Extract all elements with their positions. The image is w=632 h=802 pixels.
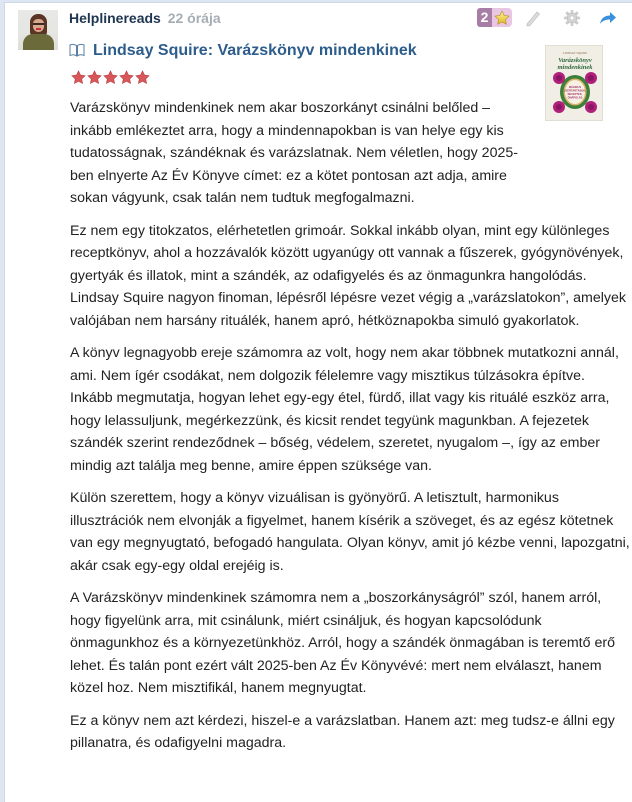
share-button[interactable] [598,8,618,28]
author-link[interactable]: Helplinereads [69,10,161,26]
open-book-icon [69,43,85,57]
pencil-icon [524,9,542,27]
svg-text:MÁGIKUS: MÁGIKUS [568,86,582,89]
edit-button[interactable] [523,8,543,28]
svg-text:RECEPTEK,: RECEPTEK, [567,93,583,96]
star-icon [135,70,150,85]
share-arrow-icon [599,11,617,25]
svg-text:LINDSAY SQUIRE: LINDSAY SQUIRE [562,51,588,55]
svg-text:ÖNÁPOLÁS: ÖNÁPOLÁS [567,96,583,100]
book-title-link[interactable]: Lindsay Squire: Varázskönyv mindenkinek [93,42,417,59]
star-icon [71,70,86,85]
post-header [69,9,221,27]
review-body [70,97,630,765]
star-icon [87,70,102,85]
favorite-button[interactable] [492,8,512,27]
book-title-line [69,41,417,61]
avatar-face [33,19,44,32]
user-avatar[interactable] [18,10,58,50]
avatar-lips [36,28,41,30]
settings-button[interactable] [562,8,582,28]
svg-text:SZERTARTÁSOK,: SZERTARTÁSOK, [564,89,586,93]
review-paragraph: Külön szerettem, hogy a könyv vizuálisan is gyönyörű. A letisztult, harmonikus illusztrációk nem elvonják a figyelmet, hanem kísérik a szöveget, és az egész kötetnek van egy megnyugtató, befogadó hangulata. Olyan könyv, amit jó kézbe venni, lapozgatni, akár csak egy-egy oldal erejéig is. [70,490,630,574]
review-paragraph: Ez nem egy titokzatos, elérhetetlen grimoár. Sokkal inkább olyan, mint egy különleges receptkönyv, ahol a hozzávalók között ugyanúgy ott vannak a fűszerek, gyógynövények, gyertyák és illatok, mint a szándék, az odafigyelés és az önmagunkra hangolódás. Lindsay Squire nagyon finoman, lépésről lépésre vezet végig a „varázslatokon”, amelyek valójában nem harsány rituálék, hanem apró, hétköznapokba simuló gyakorlatok. [70,222,626,329]
avatar-sweater [23,34,54,50]
review-paragraph: Varázskönyv mindenkinek nem akar boszorkányt csinálni belőled – inkább emlékeztet arra, hogy a mindennapokban is van helye egy kis tudatosságnak, szándéknak és varázslatnak. Nem véletlen, hogy 2025-ben elnyerte Az Év Könyve címet: ez a kötet pontosan azt adja, amire sokan vágyunk, csak talán nem tudtuk megfogalmazni. [70,100,518,206]
favorite-count-badge[interactable]: 2 [477,8,492,27]
review-paragraph: A Varázskönyv mindenkinek számomra nem a „boszorkányságról” szól, hanem arról, hogy figyelünk arra, mit csinálunk, miért csináljuk, és hogyan kapcsolódunk önmagunkhoz és a környezetünkhöz. Arról, hogy a szándék önmagában is teremtő erő lehet. És talán pont ezért vált 2025-ben Az Év Könyvévé: mert nem elválaszt, hanem közel hoz. Nem misztifikál, hanem megnyugtat. [70,590,615,696]
svg-text:mindenkinek: mindenkinek [557,64,593,71]
review-post [4,2,632,802]
star-icon [103,70,118,85]
rating-stars [71,70,150,85]
avatar-glasses [33,23,44,25]
review-paragraph: Ez a könyv nem azt kérdezi, hiszel-e a varázslatban. Hanem azt: meg tudsz-e állni egy pillanatra, és odafigyelni magadra. [70,712,615,751]
gear-icon [564,10,580,26]
post-time[interactable]: 22 órája [167,10,221,26]
star-icon [494,10,510,26]
svg-text:Varázskönyv: Varázskönyv [558,57,592,64]
star-icon [119,70,134,85]
review-paragraph: A könyv legnagyobb ereje számomra az volt, hogy nem akar többnek mutatkozni annál, ami. Nem ígér csodákat, nem dolgozik félelemre vagy misztikus túlzásokra építve. Inkább megmutatja, hogyan lehet egy-egy étel, fürdő, illat vagy kis rituálé eszköz arra, hogy lelassuljunk, megérkezzünk, és kicsit rendet tegyünk magunkban. A fejezetek szándék szerint rendeződnek – bőség, védelem, szeretet, nyugalom –, így az ember mindig azt találja meg benne, amire éppen szüksége van. [70,345,619,474]
